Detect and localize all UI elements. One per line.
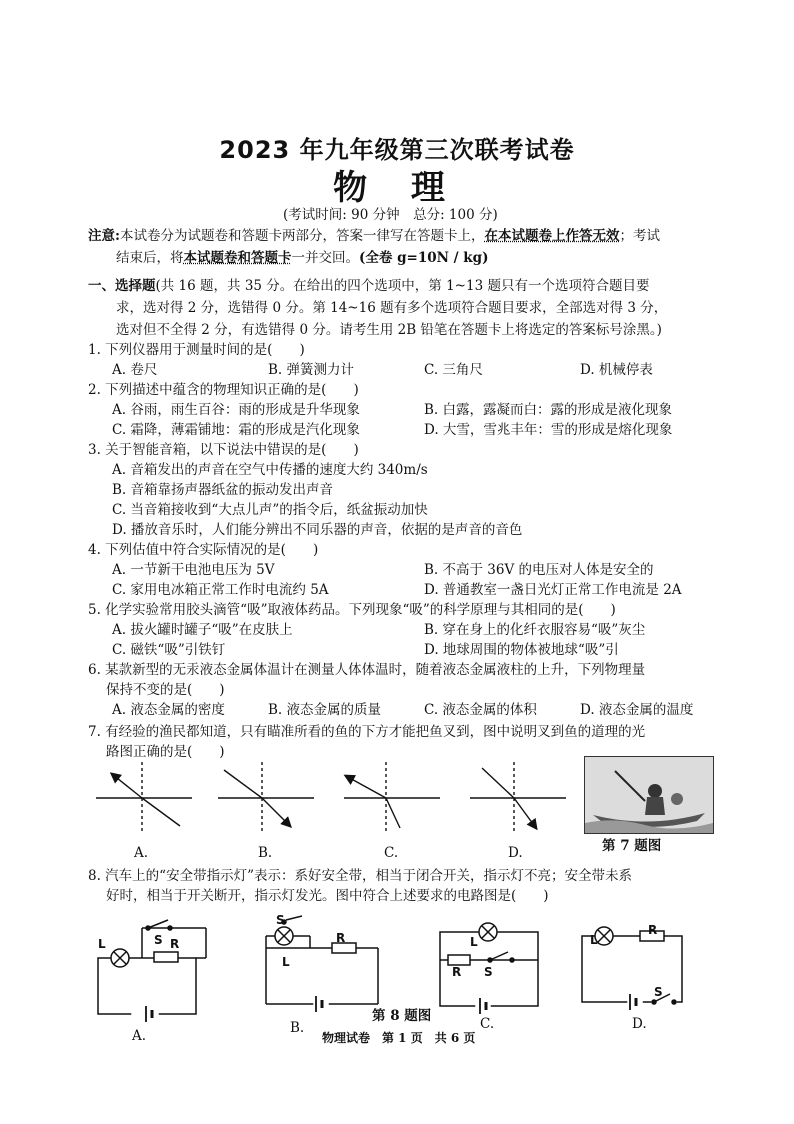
notice-text-1c: ；考试: [619, 228, 660, 244]
q3-option-b: B. 音箱靠扬声器纸盆的振动发出声音: [112, 482, 334, 498]
q8-label-a: A.: [132, 1028, 147, 1044]
q8-circuit-a: [98, 920, 206, 1022]
circuit-a-lamp-label: L: [98, 937, 106, 951]
q6-option-a: A. 液态金属的密度: [112, 702, 225, 718]
q3-option-d: D. 播放音乐时，人们能分辨出不同乐器的声音，依据的是声音的音色: [112, 522, 523, 538]
notice-line-2: [116, 248, 488, 268]
notice-text-2b: 本试题卷和答题卡: [183, 250, 292, 266]
q5-option-c: C. 磁铁“吸”引铁钉: [112, 642, 226, 658]
q7-diagram-d: [470, 762, 566, 832]
q7-diagram-c: [344, 762, 440, 832]
q5-option-b: B. 穿在身上的化纤衣服容易“吸”灰尘: [424, 622, 646, 638]
exam-title: 2023 年九年级第三次联考试卷: [219, 136, 575, 164]
section1-intro-line1: [88, 276, 649, 296]
notice-line-1: [88, 226, 660, 246]
q6-stem-line2: 保持不变的是( ): [106, 682, 225, 698]
q2-stem: 2. 下列描述中蕴含的物理知识正确的是( ): [88, 382, 359, 398]
q1-option-c: C. 三角尺: [424, 362, 483, 378]
section1-intro2: 求，选对得 2 分，选错得 0 分。第 14~16 题有多个选项符合题目要求，全部选对得 3 分，: [116, 300, 668, 316]
circuit-a-resistor-label: R: [170, 937, 180, 951]
q6-stem-line1: 6. 某款新型的无汞液态金属体温计在测量人体体温时，随着液态金属液柱的上升，下列物理量: [88, 662, 646, 678]
q6-option-d: D. 液态金属的温度: [580, 702, 694, 718]
notice-text-2d: (全卷 g=10N / kg): [359, 250, 489, 266]
q1-stem: 1. 下列仪器用于测量时间的是( ): [88, 342, 305, 358]
q6-option-b: B. 液态金属的质量: [268, 702, 382, 718]
circuit-c-switch-label: S: [484, 965, 493, 979]
q4-option-d: D. 普通教室一盏日光灯正常工作电流是 2A: [424, 582, 682, 598]
q5-option-d: D. 地球周围的物体被地球“吸”引: [424, 642, 619, 658]
page-footer: 物理试卷 第 1 页 共 6 页: [322, 1031, 476, 1045]
q8-stem-line2: 好时，相当于开关断开，指示灯发光。图中符合上述要求的电路图是( ): [106, 888, 549, 904]
q8-label-c: C.: [480, 1016, 495, 1032]
fisherman-illustration: [584, 756, 714, 834]
q3-stem: 3. 关于智能音箱，以下说法中错误的是( ): [88, 442, 359, 458]
q3-option-a: A. 音箱发出的声音在空气中传播的速度大约 340m/s: [112, 462, 428, 478]
q7-diagram-a: [96, 762, 192, 832]
circuit-b-resistor-label: R: [336, 931, 346, 945]
section1-intro3: 选对但不全得 2 分，有选错得 0 分。请考生用 2B 铅笔在答题卡上将选定的答案标号涂黑。): [116, 322, 662, 338]
q8-label-b: B.: [290, 1020, 305, 1036]
q1-option-b: B. 弹簧测力计: [268, 362, 355, 378]
q5-option-a: A. 拔火罐时罐子“吸”在皮肤上: [112, 622, 293, 638]
notice-text-2a: 结束后，将: [116, 250, 184, 266]
q8-stem-line1: 8. 汽车上的“安全带指示灯”表示：系好安全带，相当于闭合开关，指示灯不亮；安全带未系: [88, 868, 632, 884]
q7-label-c: C.: [384, 845, 399, 861]
notice-label: 注意:: [88, 228, 120, 244]
q3-option-c: C. 当音箱接收到“大点儿声”的指令后，纸盆振动加快: [112, 502, 428, 518]
circuit-b-switch-label: S: [276, 913, 285, 927]
q7-stem-line1: 7. 有经验的渔民都知道，只有瞄准所看的鱼的下方才能把鱼叉到，图中说明叉到鱼的道理的光: [88, 724, 646, 740]
q7-label-d: D.: [508, 845, 523, 861]
q1-option-d: D. 机械停表: [580, 362, 653, 378]
circuit-c-lamp-label: L: [470, 935, 478, 949]
q1-option-a: A. 卷尺: [112, 362, 158, 378]
q2-option-a: A. 谷雨，雨生百谷：雨的形成是升华现象: [112, 402, 360, 418]
q7-label-b: B.: [258, 845, 273, 861]
q4-option-c: C. 家用电冰箱正常工作时电流约 5A: [112, 582, 329, 598]
q7-label-a: A.: [134, 845, 149, 861]
section1-heading: 一、选择题: [88, 278, 156, 294]
q2-option-c: C. 霜降，薄霜铺地：霜的形成是汽化现象: [112, 422, 360, 438]
circuit-c-resistor-label: R: [452, 965, 462, 979]
q4-option-b: B. 不高于 36V 的电压对人体是安全的: [424, 562, 654, 578]
q4-option-a: A. 一节新干电池电压为 5V: [112, 562, 275, 578]
circuit-d-switch-label: S: [654, 985, 663, 999]
exam-info: (考试时间: 90 分钟 总分: 100 分): [283, 207, 498, 223]
q5-stem: 5. 化学实验常用胶头滴管“吸”取液体药品。下列现象“吸”的科学原理与其相同的是( ): [88, 602, 616, 618]
fisherman-drawing: [585, 757, 713, 833]
circuit-b-lamp-label: L: [282, 955, 290, 969]
circuit-d-lamp-label: L: [590, 933, 598, 947]
q7-figure-caption: 第 7 题图: [602, 838, 662, 854]
q6-option-c: C. 液态金属的体积: [424, 702, 537, 718]
section1-intro1: (共 16 题，共 35 分。在给出的四个选项中，第 1~13 题只有一个选项符合题目要: [155, 278, 650, 294]
q2-option-b: B. 白露，露凝而白：露的形成是液化现象: [424, 402, 673, 418]
q7-ray-diagrams: [90, 760, 590, 835]
q8-figure-caption: 第 8 题图: [372, 1008, 432, 1024]
q7-diagram-b: [218, 762, 314, 832]
notice-text-1b: 在本试题卷上作答无效: [484, 228, 620, 244]
subject-title: 物 理: [333, 168, 461, 208]
circuit-d-resistor-label: R: [648, 923, 658, 937]
q4-stem: 4. 下列估值中符合实际情况的是( ): [88, 542, 319, 558]
q7-stem-line2: 路图正确的是( ): [106, 744, 225, 760]
circuit-a-switch-label: S: [154, 933, 163, 947]
notice-text-2c: 一并交回。: [291, 250, 359, 266]
q8-label-d: D.: [632, 1016, 647, 1032]
notice-text-1a: 本试卷分为试题卷和答题卡两部分，答案一律写在答题卡上，: [119, 228, 485, 244]
q2-option-d: D. 大雪，雪兆丰年：雪的形成是熔化现象: [424, 422, 673, 438]
